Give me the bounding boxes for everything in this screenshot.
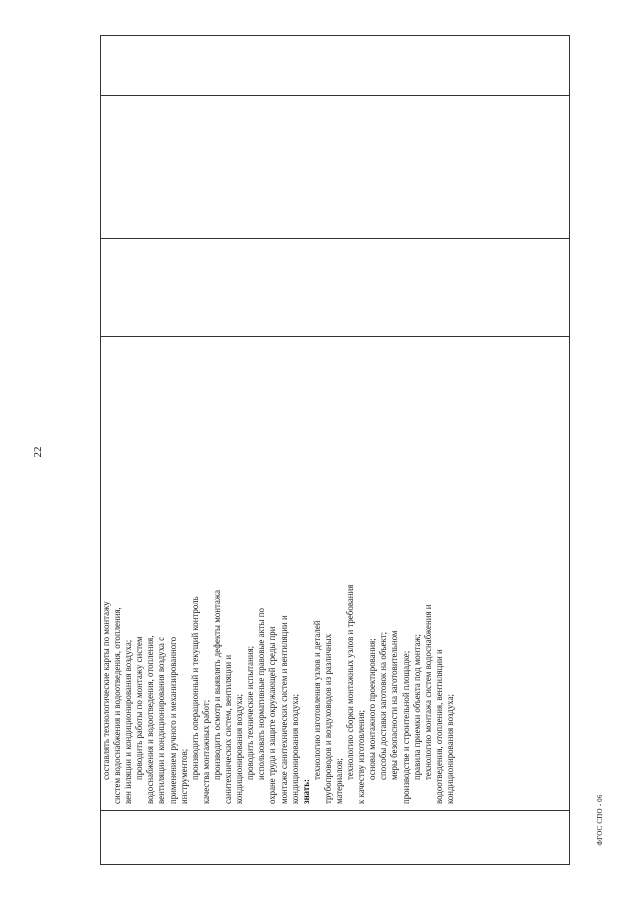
text-line: меры безопасности на заготовительном bbox=[389, 630, 400, 780]
table-col-competency-codes bbox=[101, 34, 569, 95]
text-line: охране труда и защите окружающей среды при bbox=[267, 626, 278, 804]
text-line: технологию сборки монтажных узлов и требования bbox=[345, 584, 356, 780]
text-line: качества монтажных работ; bbox=[200, 699, 211, 804]
table-col-hours-mandatory bbox=[101, 95, 569, 238]
text-line: применением ручного и механизированного bbox=[167, 636, 178, 804]
text-line: трубопроводов и воздуховодов из различных bbox=[322, 633, 333, 804]
text-line: кондиционирования воздуха; bbox=[289, 693, 300, 804]
table-col-hours-max bbox=[101, 238, 569, 336]
text-line: технологию монтажа систем водоснабжения и bbox=[422, 604, 433, 780]
text-line: способы доставки заготовок на объект; bbox=[378, 631, 389, 780]
text-line: правила приемки объекта под монтаж; bbox=[411, 633, 422, 780]
text-line: производить операционный и текущий контроль bbox=[189, 596, 200, 780]
text-line: составлять технологические карты по монтажу bbox=[101, 601, 111, 780]
text-line: производстве и строительной площадке; bbox=[400, 650, 411, 804]
text-line: к качеству изготовления; bbox=[356, 710, 367, 804]
text-line: кондиционирования воздуха; bbox=[444, 693, 455, 804]
text-line: производить осмотр и выявлять дефекты монтажа bbox=[211, 589, 222, 780]
text-line: санитехнических систем, вентиляции и bbox=[223, 654, 234, 804]
text-line: систем водоснабжения и водоотведения, отопления, bbox=[112, 607, 123, 804]
text-line: знать: bbox=[300, 779, 311, 804]
text-line: использовать нормативные правовые акты по bbox=[256, 608, 267, 780]
text-line: монтаже санитехнических систем и вентиляции и bbox=[278, 615, 289, 804]
text-line: водоотведения, отопления, вентиляции и bbox=[433, 649, 444, 804]
table-col-index bbox=[101, 810, 569, 864]
skills-knowledge-text bbox=[101, 342, 456, 804]
text-line: вен iиляции и кондиционирования воздуха; bbox=[123, 639, 134, 804]
text-line: водоснабжения и водоотведения, отопления, bbox=[145, 635, 156, 804]
table-col-skills-knowledge bbox=[101, 336, 569, 810]
text-line: материалов; bbox=[333, 758, 344, 804]
footer-code: ФГОС СПО - 06 bbox=[596, 794, 604, 846]
text-line: кондиционирования воздуха; bbox=[234, 693, 245, 804]
text-line: проводить технические испытания; bbox=[245, 645, 256, 780]
text-line: основы монтажного проектирования; bbox=[367, 638, 378, 780]
text-line: инструментов; bbox=[178, 748, 189, 804]
page-number: 22 bbox=[32, 446, 44, 458]
competency-table bbox=[100, 35, 570, 865]
text-line: проводить работы по монтажу систем bbox=[134, 636, 145, 780]
text-line: технологию изготовления узлов и деталей bbox=[311, 620, 322, 780]
text-line: вентиляции и кондиционирования воздуха с bbox=[156, 636, 167, 804]
